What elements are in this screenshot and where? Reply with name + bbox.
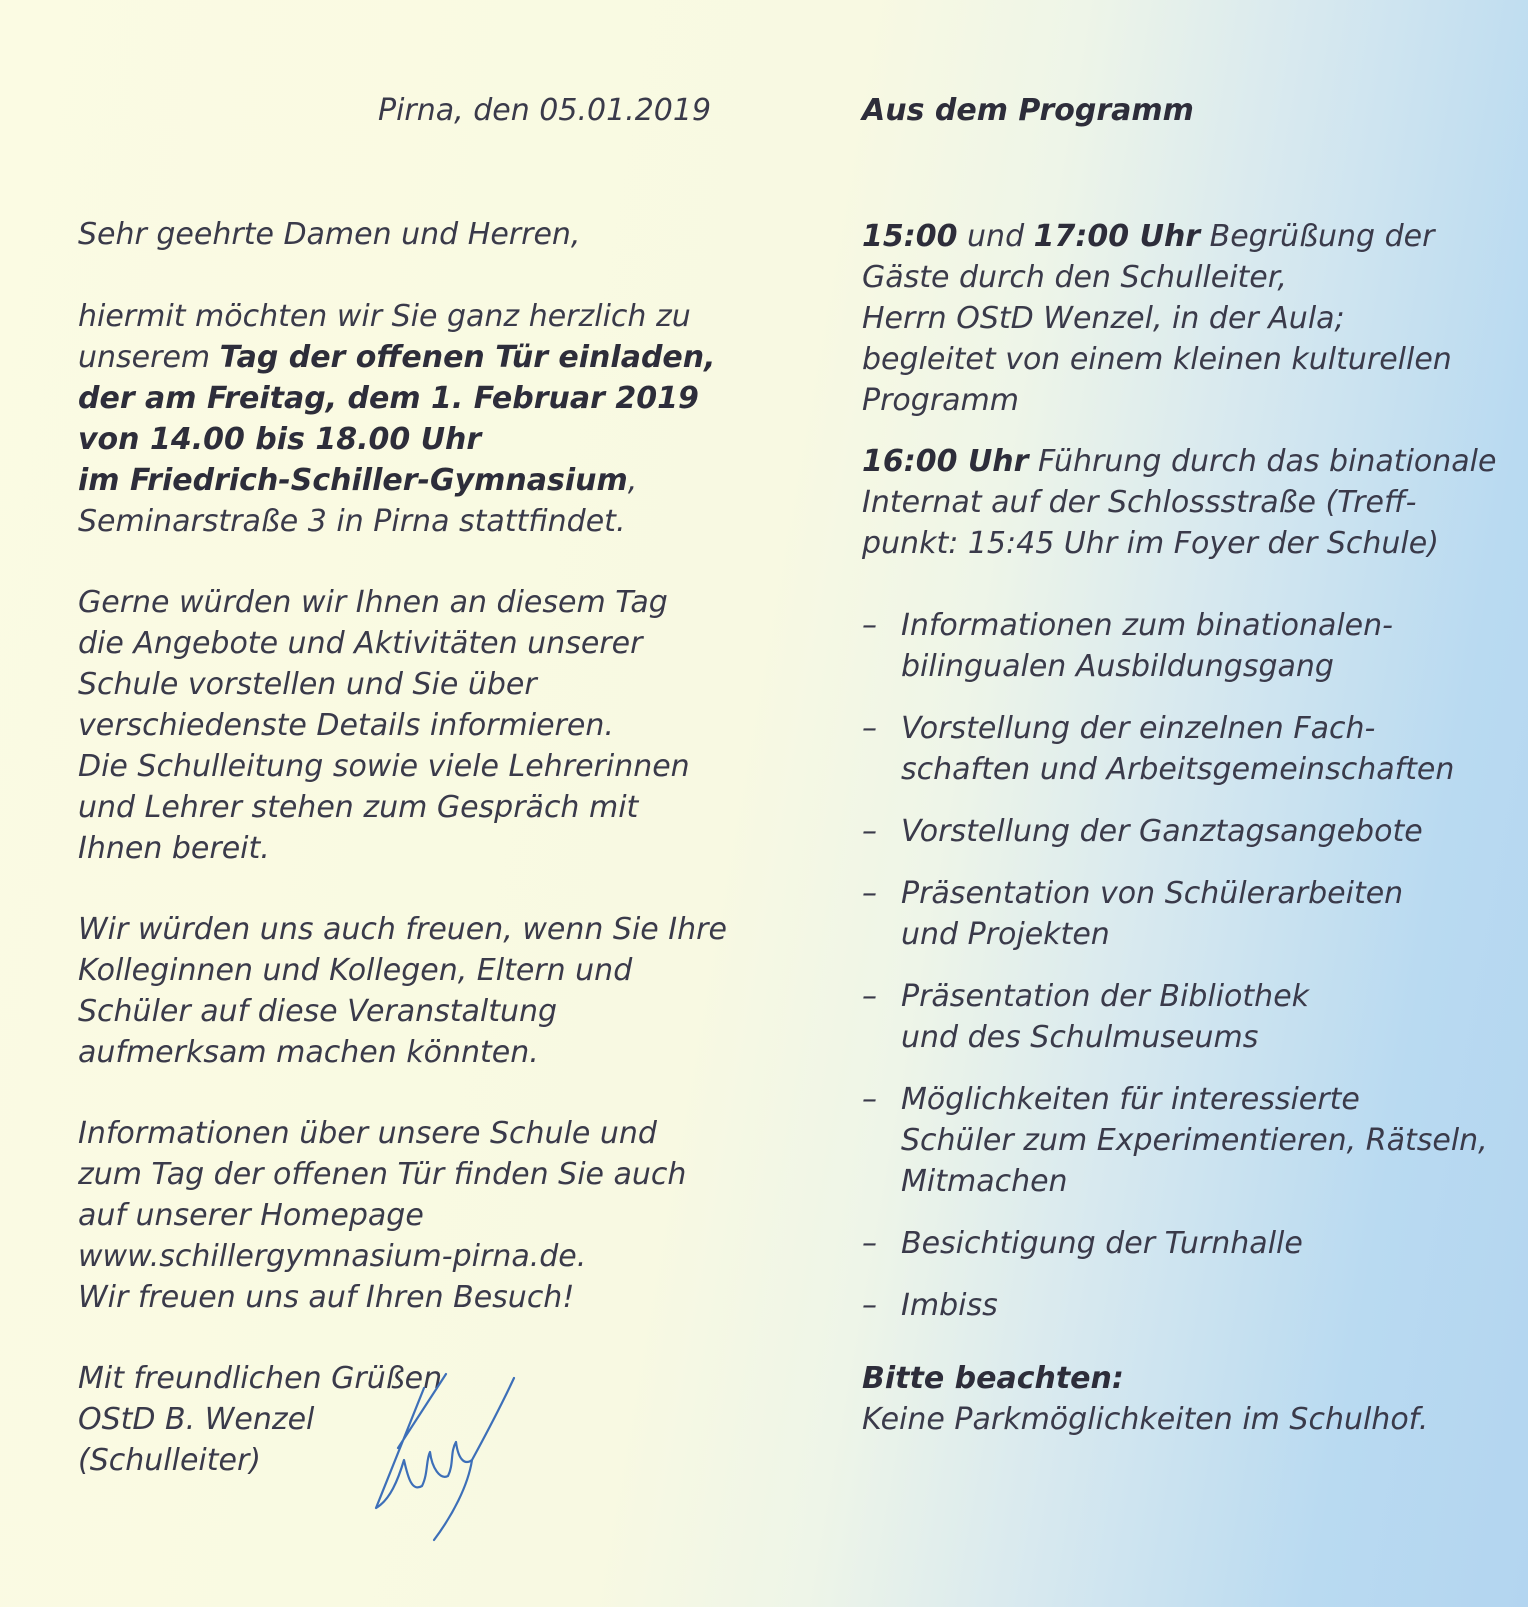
event-time: von 14.00 bis 18.00 Uhr xyxy=(78,422,482,457)
dash-bullet: – xyxy=(862,608,877,643)
list-item xyxy=(862,811,1502,852)
program-line xyxy=(862,441,1496,482)
program-list xyxy=(862,605,1502,1326)
program-line: Gäste durch den Schulleiter, xyxy=(862,260,1287,295)
paragraph-line: die Angebote und Aktivitäten unserer xyxy=(78,626,643,661)
time-label: 17:00 Uhr xyxy=(1033,219,1201,254)
list-item-text: Vorstellung der einzelnen Fach- xyxy=(901,711,1376,746)
list-item xyxy=(862,708,1502,790)
program-line: Programm xyxy=(862,383,1019,418)
dash-bullet: – xyxy=(862,1288,877,1323)
program-line: punkt: 15:45 Uhr im Foyer der Schule) xyxy=(862,526,1439,561)
paragraph-line: zum Tag der offenen Tür finden Sie auch xyxy=(78,1157,687,1192)
paragraph-line: Schule vorstellen und Sie über xyxy=(78,667,537,702)
dash-bullet: – xyxy=(862,979,877,1014)
paragraph-line: Ihnen bereit. xyxy=(78,831,270,866)
list-item xyxy=(862,1223,1502,1264)
program-line: Internat auf der Schlossstraße (Treff- xyxy=(862,485,1417,520)
paragraph-line: Informationen über unsere Schule und xyxy=(78,1116,657,1151)
paragraph-line: Wir würden uns auch freuen, wenn Sie Ihre xyxy=(78,912,727,947)
handwritten-signature xyxy=(368,1368,538,1548)
invitation-line: hiermit möchten wir Sie ganz herzlich zu xyxy=(78,299,691,334)
paragraph-line: auf unserer Homepage xyxy=(78,1198,424,1233)
program-text: Begrüßung der xyxy=(1200,219,1435,254)
list-item-text: Besichtigung der Turnhalle xyxy=(901,1226,1303,1261)
program-heading: Aus dem Programm xyxy=(862,93,1194,128)
list-item-text: Präsentation der Bibliothek xyxy=(901,979,1310,1014)
list-item-text: Imbiss xyxy=(901,1288,998,1323)
paragraph-line: Kolleginnen und Kollegen, Eltern und xyxy=(78,953,633,988)
letter-date: Pirna, den 05.01.2019 xyxy=(378,93,712,128)
program-line: begleitet von einem kleinen kulturellen xyxy=(862,342,1452,377)
paragraph-line: aufmerksam machen könnten. xyxy=(78,1035,539,1070)
closing-greeting: Mit freundlichen Grüßen xyxy=(78,1361,443,1396)
paragraph-line: Schüler auf diese Veranstaltung xyxy=(78,994,558,1029)
invitation-line xyxy=(78,460,637,501)
punctuation: , xyxy=(627,463,638,498)
time-label: 15:00 xyxy=(862,219,958,254)
paragraph-line: verschiedenste Details informieren. xyxy=(78,708,614,743)
dash-bullet: – xyxy=(862,1226,877,1261)
invitation-line xyxy=(78,419,481,460)
program-text: Führung durch das binationale xyxy=(1028,444,1497,479)
list-item-text: Präsentation von Schülerarbeiten xyxy=(901,876,1404,911)
list-item-text: Schüler zum Experimentieren, Rätseln, xyxy=(901,1123,1488,1158)
invitation-line xyxy=(78,378,699,419)
list-item-text: Möglichkeiten für interessierte xyxy=(901,1082,1360,1117)
dash-bullet: – xyxy=(862,1082,877,1117)
event-venue: im Friedrich-Schiller-Gymnasium xyxy=(78,463,628,498)
list-item-text: bilingualen Ausbildungsgang xyxy=(901,649,1334,684)
dash-bullet: – xyxy=(862,711,877,746)
list-item-text: und des Schulmuseums xyxy=(901,1020,1259,1055)
list-item xyxy=(862,605,1502,687)
list-item-text: Vorstellung der Ganztagsangebote xyxy=(901,814,1423,849)
dash-bullet: – xyxy=(862,814,877,849)
list-item xyxy=(862,873,1502,955)
invitation-line: Seminarstraße 3 in Pirna stattfindet. xyxy=(78,504,626,539)
list-item xyxy=(862,1285,1502,1326)
program-text: und xyxy=(957,219,1034,254)
paragraph-line: Die Schulleitung sowie viele Lehrerinnen xyxy=(78,749,690,784)
invitation-text: unserem xyxy=(78,340,220,375)
paragraph-line: und Lehrer stehen zum Gespräch mit xyxy=(78,790,639,825)
program-line xyxy=(862,216,1434,257)
event-name: Tag der offenen Tür einladen, xyxy=(219,340,716,375)
paragraph-line: Gerne würden wir Ihnen an diesem Tag xyxy=(78,585,668,620)
notice-heading: Bitte beachten: xyxy=(862,1361,1124,1396)
time-label: 16:00 Uhr xyxy=(862,444,1029,479)
list-item-text: und Projekten xyxy=(901,917,1110,952)
dash-bullet: – xyxy=(862,876,877,911)
salutation: Sehr geehrte Damen und Herren, xyxy=(78,217,581,252)
list-item-text: Mitmachen xyxy=(901,1164,1068,1199)
homepage-url: www.schillergymnasium-pirna.de. xyxy=(78,1239,587,1274)
list-item-text: Informationen zum binationalen- xyxy=(901,608,1393,643)
event-date: der am Freitag, dem 1. Februar 2019 xyxy=(78,381,699,416)
invitation-line xyxy=(78,337,716,378)
signer-name: OStD B. Wenzel xyxy=(78,1402,315,1437)
notice-text: Keine Parkmöglichkeiten im Schulhof. xyxy=(862,1402,1429,1437)
program-line: Herrn OStD Wenzel, in der Aula; xyxy=(862,301,1345,336)
list-item xyxy=(862,976,1502,1058)
signer-role: (Schulleiter) xyxy=(78,1443,261,1478)
paragraph-line: Wir freuen uns auf Ihren Besuch! xyxy=(78,1280,575,1315)
list-item xyxy=(862,1079,1502,1202)
list-item-text: schaften und Arbeitsgemeinschaften xyxy=(901,752,1455,787)
